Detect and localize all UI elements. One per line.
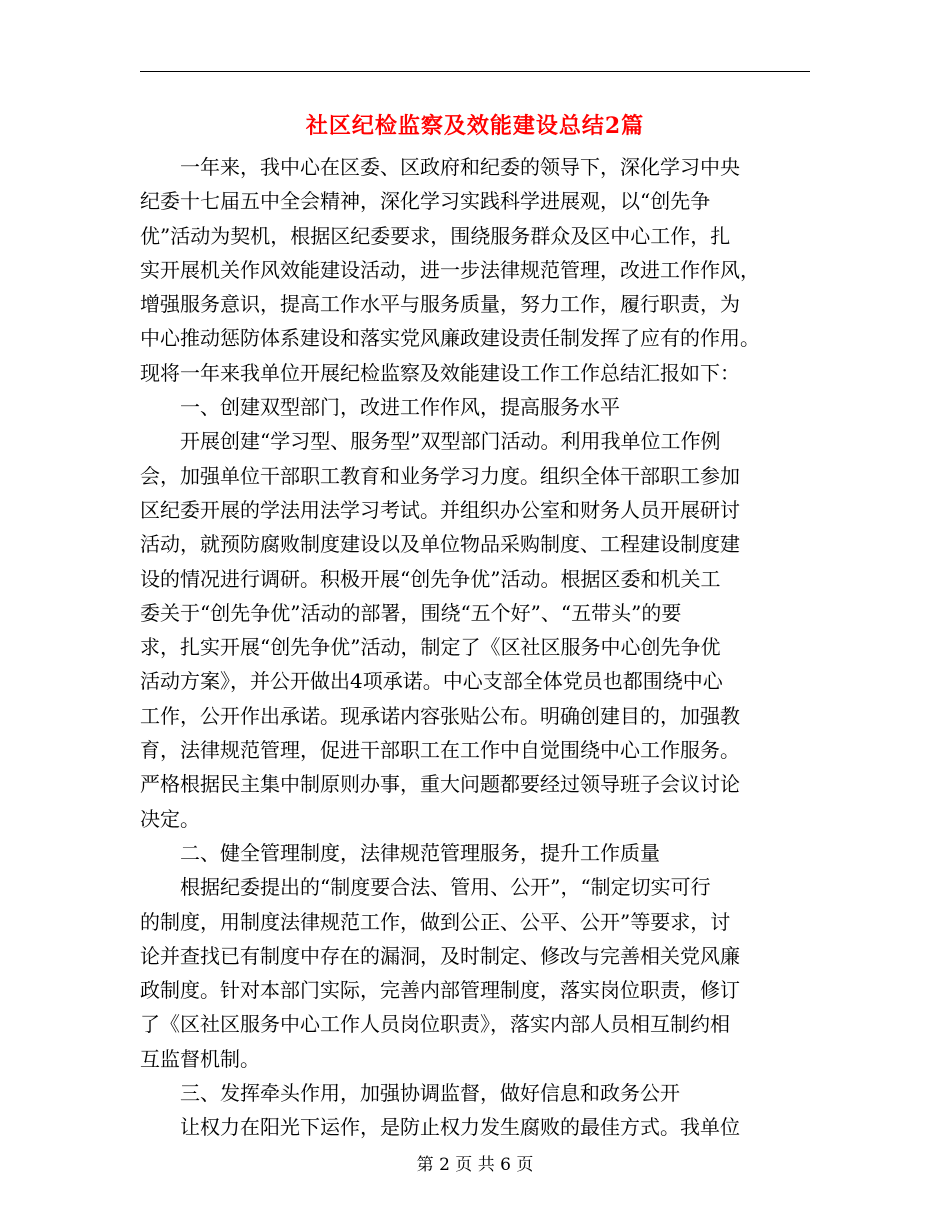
body-text-line: 根据纪委提出的“制度要合法、管用、公开”，“制定切实可行 [140,875,711,900]
body-text-line: 设的情况进行调研。积极开展“创先争优”活动。根据区委和机关工 [140,566,721,591]
page-number: 第 2 页 共 6 页 [416,1155,534,1175]
body-text-line: 实开展机关作风效能建设活动，进一步法律规范管理，改进工作作风， [140,257,760,282]
body-text-line: 区纪委开展的学法用法学习考试。并组织办公室和财务人员开展研讨 [140,497,740,522]
body-text-line: 政制度。针对本部门实际，完善内部管理制度，落实岗位职责，修订 [140,978,740,1003]
body-text-line: 三、发挥牵头作用，加强协调监督，做好信息和政务公开 [140,1081,680,1106]
body-text-line: 工作，公开作出承诺。现承诺内容张贴公布。明确创建目的，加强教 [140,703,740,728]
body-text-line: 会，加强单位干部职工教育和业务学习力度。组织全体干部职工参加 [140,463,740,488]
document-title: 社区纪检监察及效能建设总结2篇 [305,113,645,139]
body-text-line: 互监督机制。 [140,1046,260,1071]
body-text-line: 中心推动惩防体系建设和落实党风廉政建设责任制发挥了应有的作用。 [140,326,760,351]
body-text-line: 增强服务意识，提高工作水平与服务质量，努力工作，履行职责，为 [140,292,740,317]
body-text-line: 论并查找已有制度中存在的漏洞，及时制定、修改与完善相关党风廉 [140,943,740,968]
body-text-line: 严格根据民主集中制原则办事，重大问题都要经过领导班子会议讨论 [140,772,740,797]
body-text-line: 开展创建“学习型、服务型”双型部门活动。利用我单位工作例 [140,429,721,454]
body-text-line: 的制度，用制度法律规范工作，做到公正、公平、公开”等要求，讨 [140,909,731,934]
document-body [140,150,810,1145]
body-text-line: 活动，就预防腐败制度建设以及单位物品采购制度、工程建设制度建 [140,532,740,557]
body-text-line: 纪委十七届五中全会精神，深化学习实践科学进展观，以“创先争 [140,189,711,214]
body-text-line: 了《区社区服务中心工作人员岗位职责》，落实内部人员相互制约相 [140,1012,730,1037]
body-text-line: 育，法律规范管理，促进干部职工在工作中自觉围绕中心工作服务。 [140,738,740,763]
body-text-line: 委关于“创先争优”活动的部署，围绕“五个好”、“五带头”的要 [140,600,682,625]
body-text-line: 二、健全管理制度，法律规范管理服务，提升工作质量 [140,840,660,865]
body-text-line: 现将一年来我单位开展纪检监察及效能建设工作工作总结汇报如下： [140,360,740,385]
body-text-line: 一、创建双型部门，改进工作作风，提高服务水平 [140,395,620,420]
header-rule [140,71,810,72]
body-text-line: 决定。 [140,806,200,831]
body-text-line: 活动方案》，并公开做出4项承诺。中心支部全体党员也都围绕中心 [140,669,723,694]
body-text-line: 让权力在阳光下运作，是防止权力发生腐败的最佳方式。我单位 [140,1115,740,1140]
body-text-line: 一年来，我中心在区委、区政府和纪委的领导下，深化学习中央 [140,155,740,179]
body-text-line: 求，扎实开展“创先争优”活动，制定了《区社区服务中心创先争优 [140,635,721,660]
body-text-line: 优”活动为契机，根据区纪委要求，围绕服务群众及区中心工作，扎 [140,223,731,248]
